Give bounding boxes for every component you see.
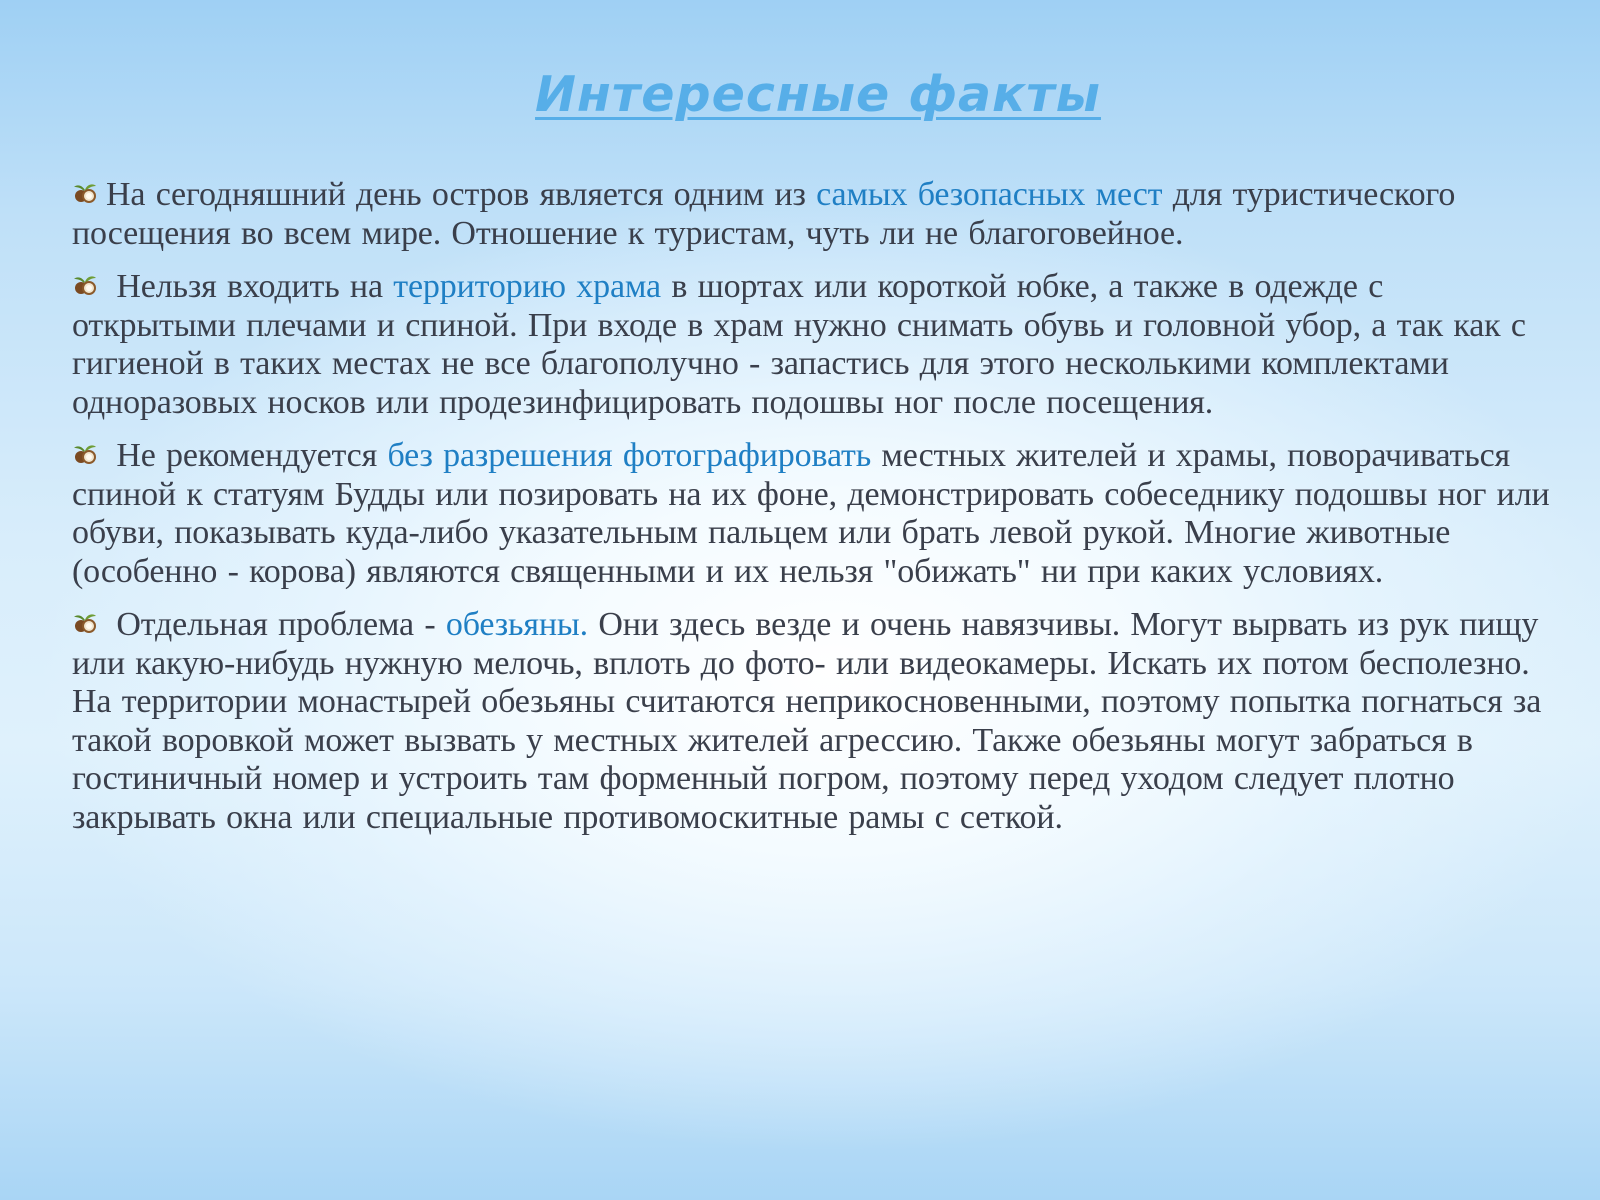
coconut-bullet-icon — [72, 182, 98, 204]
fact-3-text-before: Не рекомендуется — [106, 437, 388, 474]
slide-body — [72, 176, 1550, 852]
fact-paragraph-2 — [72, 268, 1550, 422]
fact-2-text-after: в шортах или короткой юбке, а также в одежде с открытыми плечами и спиной. При входе в храм нужно снимать обувь и головной убор, а так как с гигиеной в таких местах не все благополучно - запастись для этого несколькими комплектами одноразовых носков или продезинфицировать подошвы ног после посещения. — [72, 268, 1526, 421]
fact-2-text-before: Нельзя входить на — [106, 268, 394, 305]
fact-1-text-after: для туристического посещения во всем мире. Отношение к туристам, чуть ли не благоговейное. — [72, 176, 1456, 252]
fact-1-text-before: На сегодняшний день остров является одним из — [106, 176, 817, 213]
coconut-bullet-icon — [72, 443, 98, 465]
fact-paragraph-1 — [72, 176, 1550, 253]
slide-title: Интересные факты — [535, 66, 1101, 123]
fact-2-highlight: территорию храма — [393, 268, 661, 305]
fact-3-highlight: без разрешения фотографировать — [387, 437, 872, 474]
fact-4-text-after: Они здесь везде и очень навязчивы. Могут вырвать из рук пищу или какую-нибудь нужную мелочь, вплоть до фото- или видеокамеры. Искать их потом бесполезно. На территории монастырей обезьяны считаются неприкосновенными, поэтому попытка погнаться за такой воровкой может вызвать у местных жителей агрессию. Также обезьяны могут забраться в гостиничный номер и устроить там форменный погром, поэтому перед уходом следует плотно закрывать окна или специальные противомоскитные рамы с сеткой. — [72, 606, 1542, 836]
slide-title-container — [0, 66, 1600, 123]
fact-paragraph-4 — [72, 606, 1550, 837]
fact-4-text-before: Отдельная проблема - — [106, 606, 446, 643]
fact-1-highlight: самых безопасных мест — [816, 176, 1163, 213]
coconut-bullet-icon — [72, 612, 98, 634]
fact-3-text-after: местных жителей и храмы, поворачиваться спиной к статуям Будды или позировать на их фоне, демонстрировать собеседнику подошвы ног или обуви, показывать куда-либо указательным пальцем или брать левой рукой. Многие животные (особенно - корова) являются священными и их нельзя "обижать" ни при каких условиях. — [72, 437, 1550, 590]
fact-paragraph-3 — [72, 437, 1550, 591]
coconut-bullet-icon — [72, 274, 98, 296]
fact-4-highlight: обезьяны. — [445, 606, 588, 643]
